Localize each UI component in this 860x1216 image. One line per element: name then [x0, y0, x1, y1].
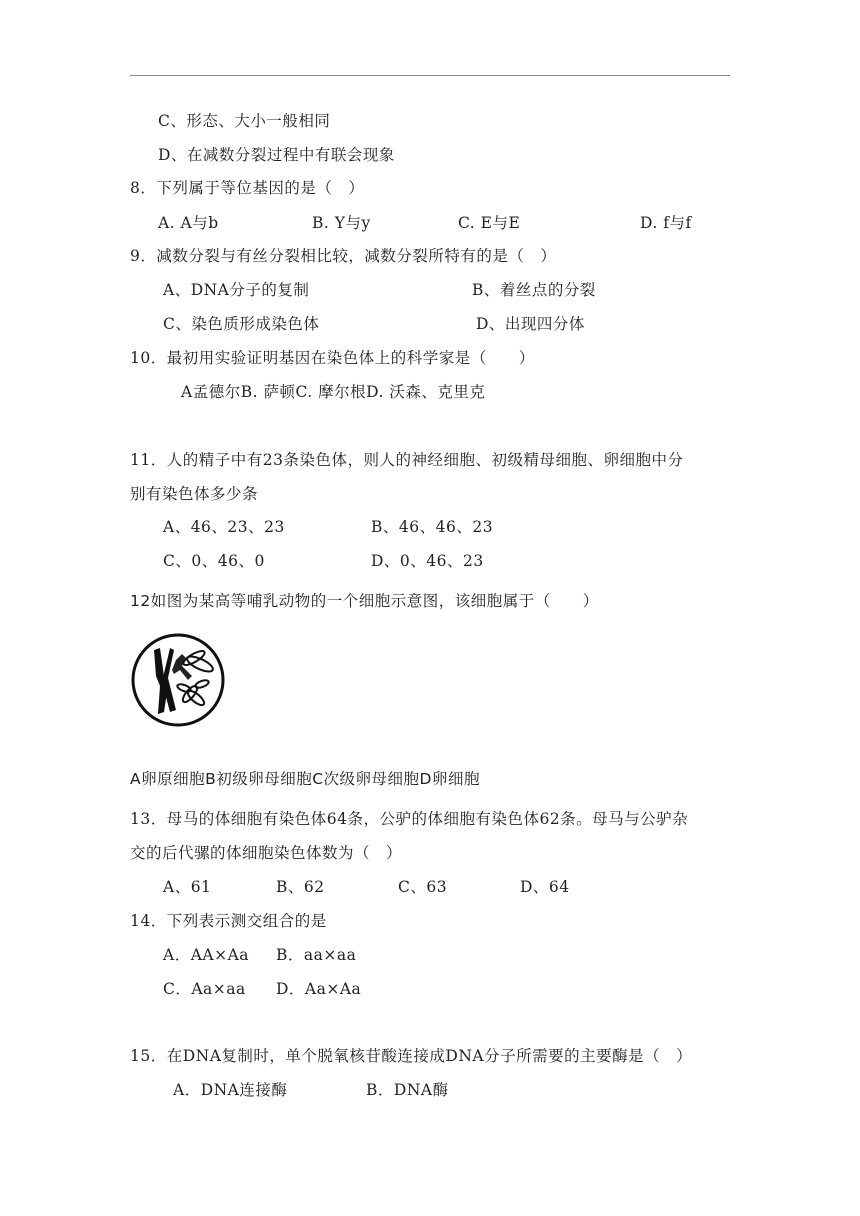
q13-stem-line1: 13．母马的体细胞有染色体64条，公驴的体细胞有染色体62条。母马与公驴杂: [130, 810, 689, 828]
q14-option-d: D．Aa×Aa: [276, 980, 362, 998]
q11-option-a: A、46、23、23: [163, 518, 285, 536]
q8-option-d: D. f与f: [640, 214, 692, 232]
q9-stem: 9．减数分裂与有丝分裂相比较，减数分裂所特有的是（ ）: [130, 247, 557, 265]
q14-option-b: B．aa×aa: [276, 946, 357, 964]
q9-option-a: A、DNA分子的复制: [163, 281, 310, 299]
q11-option-c: C、0、46、0: [163, 552, 265, 570]
q14-option-c: C．Aa×aa: [163, 980, 246, 998]
q11-stem-line1: 11．人的精子中有23条染色体，则人的神经细胞、初级精母细胞、卵细胞中分: [130, 451, 684, 469]
q13-option-b: B、62: [276, 878, 325, 896]
q9-option-c: C、染色质形成染色体: [163, 315, 320, 333]
q12-options: A卵原细胞B初级卵母细胞C次级卵母细胞D卵细胞: [130, 770, 480, 788]
q11-option-d: D、0、46、23: [371, 552, 484, 570]
q8-option-c: C. E与E: [458, 214, 521, 232]
q7-option-c: C、形态、大小一般相同: [158, 112, 331, 130]
q13-option-c: C、63: [398, 878, 448, 896]
q10-stem: 10．最初用实验证明基因在染色体上的科学家是（ ）: [130, 349, 535, 367]
q13-option-a: A、61: [163, 878, 212, 896]
cell-diagram: [130, 632, 226, 728]
q9-option-b: B、着丝点的分裂: [472, 281, 596, 299]
q15-option-b: B．DNA酶: [366, 1081, 449, 1099]
q10-options: A孟德尔B. 萨顿C. 摩尔根D. 沃森、克里克: [181, 383, 486, 401]
q13-stem-line2: 交的后代骡的体细胞染色体数为（ ）: [130, 844, 403, 862]
q8-stem: 8．下列属于等位基因的是（ ）: [130, 179, 365, 197]
q12-stem: 12如图为某高等哺乳动物的一个细胞示意图，该细胞属于（ ）: [130, 592, 599, 610]
q14-stem: 14．下列表示测交组合的是: [130, 912, 327, 930]
q14-option-a: A．AA×Aa: [163, 946, 250, 964]
q8-option-a: A. A与b: [158, 214, 219, 232]
q8-option-b: B. Y与y: [312, 214, 371, 232]
q9-option-d: D、出现四分体: [476, 315, 585, 333]
q13-option-d: D、64: [520, 878, 570, 896]
header-rule: [130, 75, 730, 76]
q15-stem: 15．在DNA复制时，单个脱氧核苷酸连接成DNA分子所需要的主要酶是（ ）: [130, 1047, 693, 1065]
q15-option-a: A．DNA连接酶: [173, 1081, 288, 1099]
q11-stem-line2: 别有染色体多少条: [130, 485, 259, 503]
q7-option-d: D、在减数分裂过程中有联会现象: [158, 146, 395, 164]
q11-option-b: B、46、46、23: [371, 518, 494, 536]
